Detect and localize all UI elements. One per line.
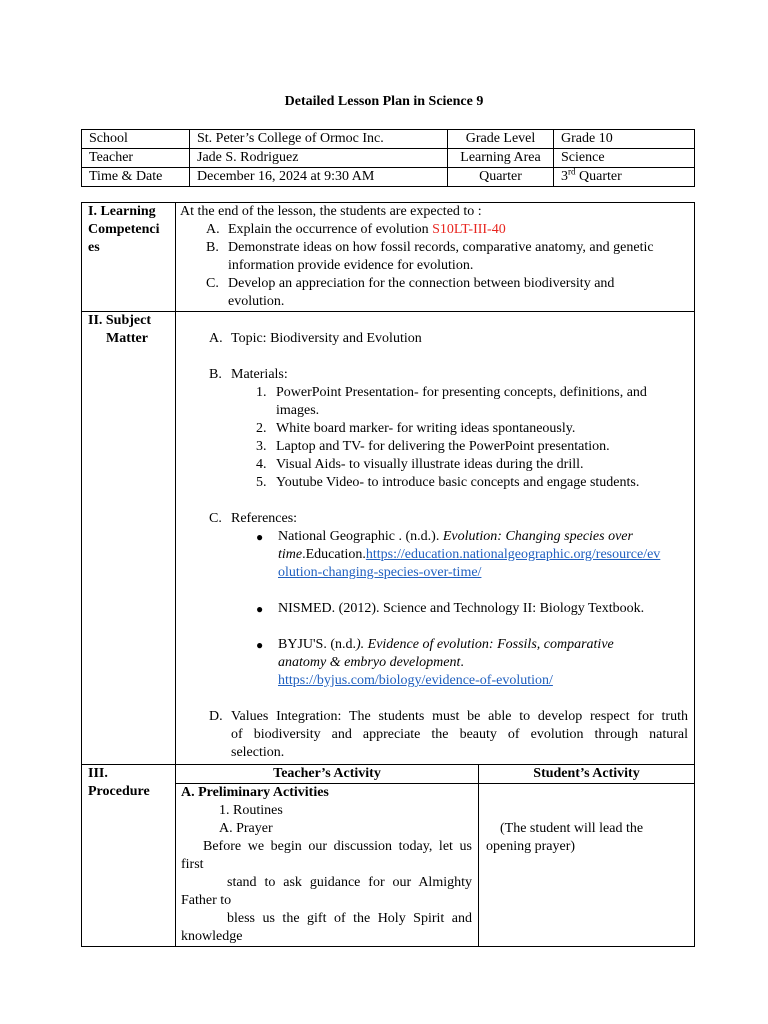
student-activity-cell: (The student will lead the opening prayer) <box>479 784 695 947</box>
reference-link[interactable]: https://byjus.com/biology/evidence-of-evolution/ <box>278 673 553 688</box>
subject-matter-label: II. Subject Matter <box>82 312 176 765</box>
lesson-plan-table <box>81 202 695 947</box>
teacher-value: Jade S. Rodriguez <box>190 149 448 168</box>
list-item: 2. White board marker- for writing ideas spontaneously. <box>256 421 576 436</box>
competencies-label: I. Learning Competenci es <box>82 203 176 312</box>
subject-matter-row <box>82 312 695 765</box>
values-integration: D. Values Integration: The students must be able to develop respect for truth of biodiversity and appreciate the beauty of evolution through natural selection. <box>209 709 688 760</box>
table-row <box>82 149 695 168</box>
teacher-label: Teacher <box>82 149 190 168</box>
reference-link[interactable]: olution-changing-species-over-time/ <box>278 565 482 580</box>
reference-link[interactable]: https://education.nationalgeographic.org/resource/ev <box>365 547 661 562</box>
bullet-icon: ● <box>256 638 264 652</box>
competencies-intro: At the end of the lesson, the students are expected to : <box>180 204 482 219</box>
time-label: Time & Date <box>82 168 190 187</box>
table-row <box>82 130 695 149</box>
area-label: Learning Area <box>448 149 554 168</box>
competencies-row <box>82 203 695 312</box>
competencies-content <box>176 203 695 312</box>
quarter-label: Quarter <box>448 168 554 187</box>
school-label: School <box>82 130 190 149</box>
materials-heading: B. Materials: <box>209 367 288 382</box>
list-item: 3. Laptop and TV- for delivering the PowerPoint presentation. <box>256 439 610 454</box>
references-heading: C. References: <box>209 511 298 526</box>
list-item: C. Develop an appreciation for the connection between biodiversity and evolution. <box>206 276 615 309</box>
quarter-value: 3rd Quarter <box>554 168 695 187</box>
lesson-info-table <box>81 129 695 187</box>
teacher-activity-header: Teacher’s Activity <box>176 765 479 784</box>
student-activity-header: Student’s Activity <box>479 765 695 784</box>
list-item: 5. Youtube Video- to introduce basic concepts and engage students. <box>256 475 640 490</box>
reference-item: ● BYJU'S. (n.d.). Evidence of evolution: Fossils, comparative anatomy & embryo development. https://byjus.com/biology/evidence-of-evolution/ <box>256 637 614 688</box>
area-value: Science <box>554 149 695 168</box>
competency-code: S10LT-III-40 <box>432 222 506 237</box>
table-row <box>82 168 695 187</box>
subject-matter-content <box>176 312 695 765</box>
topic-item: A. Topic: Biodiversity and Evolution <box>209 331 422 346</box>
procedure-label: III. Procedure <box>82 765 176 947</box>
reference-item: ● National Geographic . (n.d.). Evolution: Changing species over time.Education.https://education.nationalgeographic.org/resource/ev olution-changing-species-over-time/ <box>256 529 661 580</box>
list-item: 1. PowerPoint Presentation- for presenting concepts, definitions, and images. <box>256 385 647 418</box>
list-item: A. Explain the occurrence of evolution S10LT-III-40 <box>206 222 506 237</box>
school-value: St. Peter’s College of Ormoc Inc. <box>190 130 448 149</box>
teacher-activity-cell: A. Preliminary Activities 1. Routines A. Prayer Before we begin our discussion today, let us first stand to ask guidance for our Almighty Father to bless us the gift of the Holy Spirit and knowledge <box>176 784 479 947</box>
grade-value: Grade 10 <box>554 130 695 149</box>
bullet-icon: ● <box>256 530 264 544</box>
list-item: B. Demonstrate ideas on how fossil records, comparative anatomy, and genetic information provide evidence for evolution. <box>206 240 654 273</box>
list-item: 4. Visual Aids- to visually illustrate ideas during the drill. <box>256 457 584 472</box>
page-title: Detailed Lesson Plan in Science 9 <box>284 94 484 109</box>
procedure-header-row <box>82 765 695 784</box>
time-value: December 16, 2024 at 9:30 AM <box>190 168 448 187</box>
bullet-icon: ● <box>256 602 264 616</box>
grade-label: Grade Level <box>448 130 554 149</box>
reference-item: ● NISMED. (2012). Science and Technology II: Biology Textbook. <box>256 601 645 616</box>
preliminary-heading: A. Preliminary Activities <box>181 785 329 800</box>
